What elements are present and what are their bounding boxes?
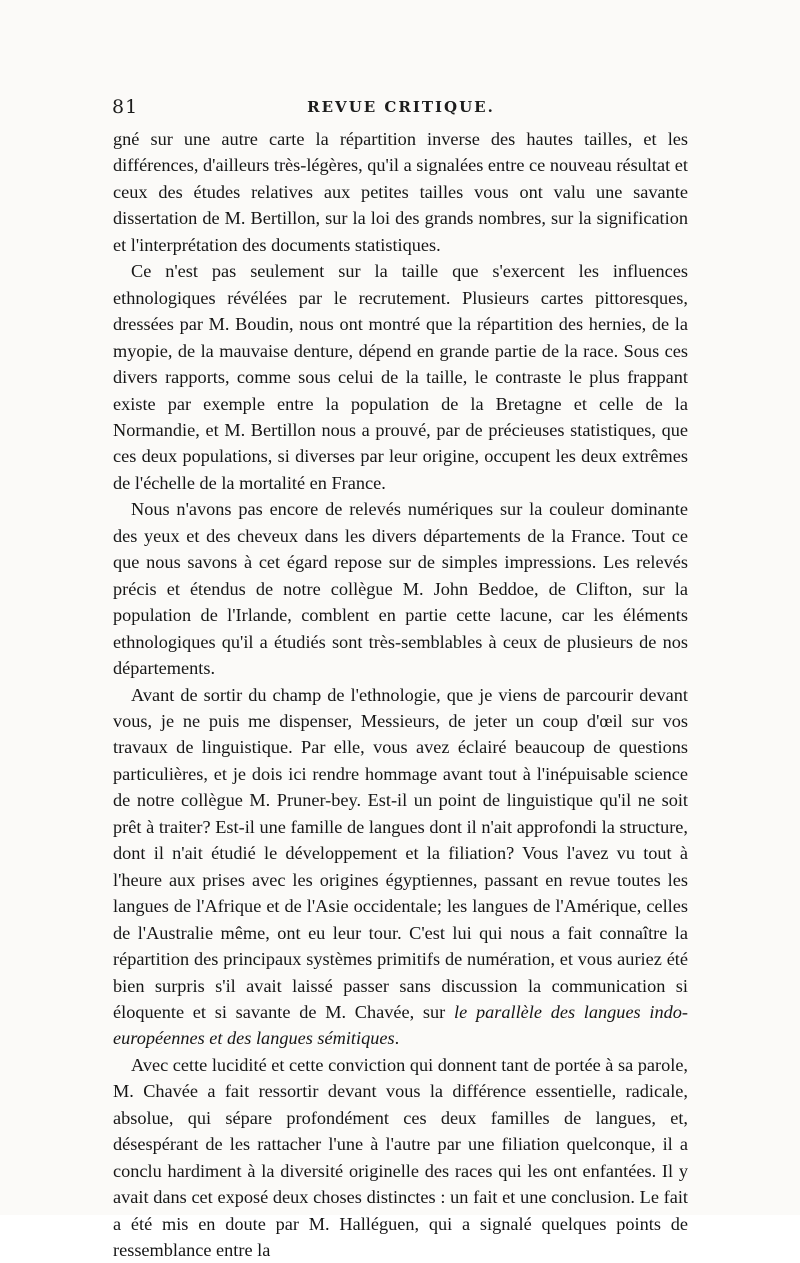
paragraph-4 [113, 682, 688, 1052]
body-text [113, 126, 688, 1263]
paragraph-1: gné sur une autre carte la répartition inverse des hautes tailles, et les différences, d'ailleurs très-légères, qu'il a signalées entre ce nouveau résultat et ceux des études relatives aux petites tailles vous ont valu une savante dissertation de M. Bertillon, sur la loi des grands nombres, sur la signification et l'interprétation des documents statistiques. [113, 129, 688, 255]
paragraph-5: Avec cette lucidité et cette conviction qui donnent tant de portée à sa parole, M. Chavée a fait ressortir devant vous la différence essentielle, radicale, absolue, qui sépare profondément ces deux familles de langues, et, désespérant de les rattacher l'une à l'autre par une filiation quelconque, il a conclu hardiment à la diversité originelle des races qui les ont enfantées. Il y avait dans cet exposé deux choses distinctes : un fait et une conclusion. Le fait a été mis en doute par M. Halléguen, qui a signalé quelques points de ressemblance entre la [113, 1054, 689, 1261]
page-header [112, 96, 690, 122]
page-number: 81 [112, 96, 139, 118]
paragraph-4-italic-title: le parallèle des langues indo-européennes et des langues sémitiques [113, 1001, 689, 1049]
paragraph-4-text: Avant de sortir du champ de l'ethnologie, que je viens de parcourir devant vous, je ne puis me dispenser, Messieurs, de jeter un coup d'œil sur vos travaux de linguistique. Par elle, vous avez éclairé beaucoup de questions particulières, et je dois ici rendre hommage avant tout à l'inépuisable science de notre collègue M. Pruner-bey. Est-il un point de linguistique qu'il ne soit prêt à traiter? Est-il une famille de langues dont il n'ait approfondi la structure, dont il n'ait étudié le développement et la filiation? Vous l'avez vu tout à l'heure aux prises avec les origines égyptiennes, passant en revue toutes les langues de l'Afrique et de l'Asie occidentale; les langues de l'Amérique, celles de l'Australie même, ont eu leur tour. C'est lui qui nous a fait connaître la répartition des principaux systèmes primitifs de numération, et vous auriez été bien surpris s'il avait laissé passer sans discussion la communication si éloquente et si savante de M. Chavée, sur [113, 684, 688, 1022]
paragraph-4-end: . [394, 1028, 400, 1049]
paragraph-3: Nous n'avons pas encore de relevés numériques sur la couleur dominante des yeux et des cheveux dans les divers départements de la France. Tout ce que nous savons à cet égard repose sur de simples impressions. Les relevés précis et étendus de notre collègue M. John Beddoe, de Clifton, sur la population de l'Irlande, comblent en partie cette lacune, car les éléments ethnologiques qu'il a étudiés sont très-semblables à ceux de plusieurs de nos départements. [113, 499, 688, 679]
running-title: REVUE CRITIQUE. [307, 98, 495, 116]
paragraph-2: Ce n'est pas seulement sur la taille que s'exercent les influences ethnologiques révélées par le recrutement. Plusieurs cartes pittoresques, dressées par M. Boudin, nous ont montré que la répartition des hernies, de la myopie, de la mauvaise denture, dépend en grande partie de la race. Sous ces divers rapports, comme sous celui de la taille, le contraste le plus frappant existe par exemple entre la population de la Bretagne et celle de la Normandie, et M. Bertillon nous a prouvé, par de précieuses statistiques, que ces deux populations, si diverses par leur origine, occupent les deux extrêmes de l'échelle de la mortalité en France. [113, 261, 688, 493]
